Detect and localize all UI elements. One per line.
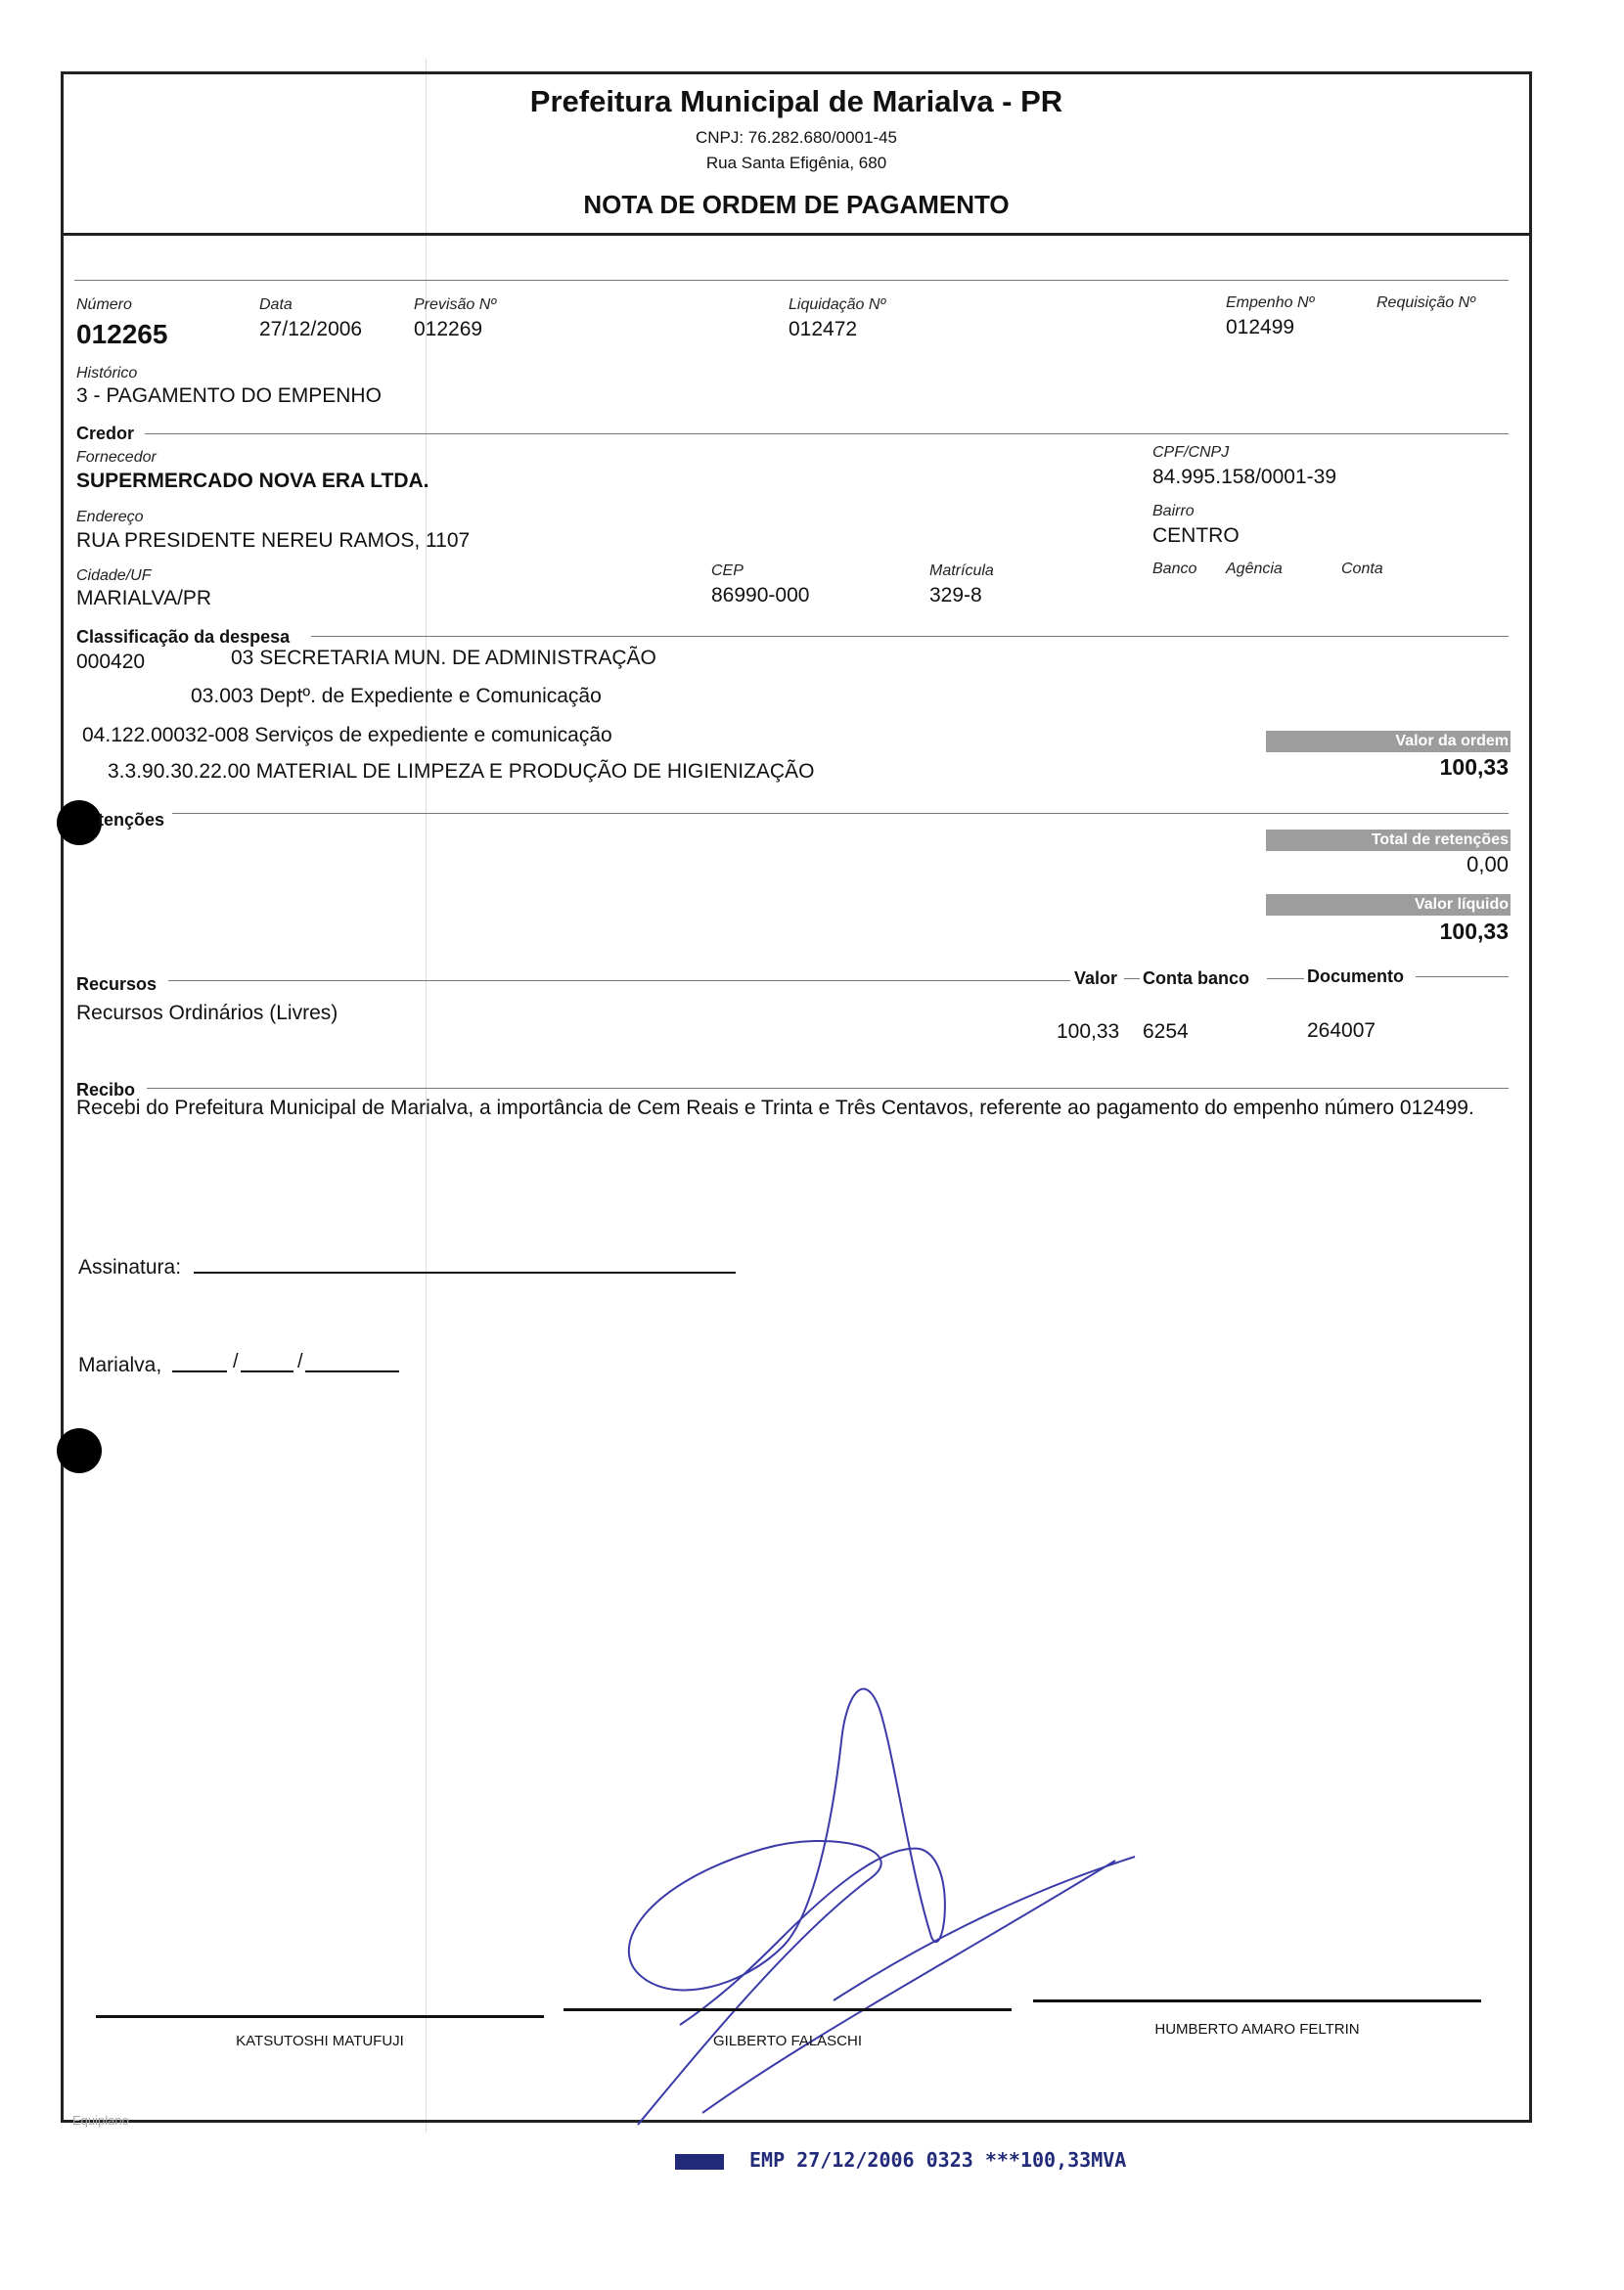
conta-label: Conta [1341, 561, 1383, 577]
page-title: Prefeitura Municipal de Marialva - PR [529, 84, 1063, 118]
stamp-logo [675, 2154, 724, 2170]
date-day-line [172, 1370, 227, 1372]
previsao-value: 012269 [414, 318, 483, 340]
divider [74, 280, 1509, 281]
assinatura-line[interactable] [194, 1272, 736, 1274]
date-field[interactable] [172, 1351, 403, 1390]
retencoes-section: tenções [98, 810, 165, 830]
divider [168, 980, 1070, 981]
divider [147, 1088, 1509, 1089]
valor-liquido-value: 100,33 [1439, 919, 1509, 944]
matricula-value: 329-8 [929, 584, 982, 606]
classificacao-line4: 3.3.90.30.22.00 MATERIAL DE LIMPEZA E PRODUÇÃO DE HIGIENIZAÇÃO [108, 760, 815, 783]
header-address: Rua Santa Efigênia, 680 [705, 154, 887, 172]
agencia-label: Agência [1226, 561, 1283, 577]
divider [145, 433, 1509, 434]
header-cnpj: CNPJ: 76.282.680/0001-45 [695, 128, 898, 147]
signatory-name: GILBERTO FALASCHI [713, 2033, 862, 2049]
date-sep: / [297, 1351, 303, 1372]
previsao-label: Previsão Nº [414, 296, 497, 313]
signature-line [1033, 1999, 1481, 2002]
empenho-value: 012499 [1226, 316, 1295, 338]
recursos-section: Recursos [76, 974, 158, 994]
recursos-documento-label: Documento [1307, 966, 1404, 986]
date-year-line [305, 1370, 399, 1372]
valor-liquido-label: Valor líquido [1266, 894, 1511, 916]
matricula-label: Matrícula [929, 562, 994, 579]
payment-stamp: EMP 27/12/2006 0323 ***100,33MVA [749, 2148, 1127, 2172]
cpf-label: CPF/CNPJ [1152, 444, 1230, 461]
classificacao-line1: 03 SECRETARIA MUN. DE ADMINISTRAÇÃO [231, 647, 656, 669]
historico-label: Histórico [76, 365, 138, 382]
fornecedor-label: Fornecedor [76, 449, 157, 466]
data-value: 27/12/2006 [259, 318, 363, 340]
data-label: Data [259, 296, 293, 313]
bairro-label: Bairro [1152, 503, 1195, 519]
classificacao-code: 000420 [76, 651, 146, 673]
total-retencoes-label: Total de retenções [1266, 830, 1511, 851]
endereco-value: RUA PRESIDENTE NEREU RAMOS, 1107 [76, 529, 471, 552]
recursos-conta-label: Conta banco [1143, 968, 1250, 988]
date-sep: / [233, 1351, 239, 1372]
divider [172, 813, 1509, 814]
empenho-label: Empenho Nº [1226, 294, 1315, 311]
recursos-documento: 264007 [1307, 1019, 1376, 1042]
numero-value: 012265 [76, 319, 168, 349]
assinatura-label: Assinatura: [78, 1256, 182, 1279]
liquidacao-value: 012472 [789, 318, 858, 340]
header-divider [61, 233, 1532, 236]
divider [1124, 978, 1140, 979]
cidade-value: MARIALVA/PR [76, 587, 212, 609]
liquidacao-label: Liquidação Nº [789, 296, 886, 313]
endereco-label: Endereço [76, 509, 144, 525]
local-label: Marialva, [78, 1354, 162, 1376]
classificacao-line2: 03.003 Deptº. de Expediente e Comunicação [191, 685, 602, 707]
recursos-valor-label: Valor [1074, 968, 1118, 988]
total-retencoes-value: 0,00 [1466, 852, 1509, 876]
recursos-fonte: Recursos Ordinários (Livres) [76, 1002, 338, 1024]
cep-value: 86990-000 [711, 584, 810, 606]
historico-value: 3 - PAGAMENTO DO EMPENHO [76, 384, 382, 407]
divider [1267, 978, 1304, 979]
cidade-label: Cidade/UF [76, 567, 152, 584]
valor-ordem-value: 100,33 [1439, 754, 1509, 780]
numero-label: Número [76, 296, 132, 313]
fornecedor-value: SUPERMERCADO NOVA ERA LTDA. [76, 470, 429, 492]
classificacao-section: Classificação da despesa [76, 627, 291, 647]
punch-hole [57, 1428, 102, 1473]
recursos-valor: 100,33 [1057, 1020, 1120, 1043]
valor-ordem-label: Valor da ordem [1266, 731, 1511, 752]
document-title: NOTA DE ORDEM DE PAGAMENTO [583, 190, 1010, 219]
signatory-name: KATSUTOSHI MATUFUJI [236, 2033, 404, 2049]
credor-section: Credor [76, 424, 135, 443]
handwritten-signature [587, 1673, 1154, 2142]
divider [311, 636, 1509, 637]
signature-line [96, 2015, 544, 2018]
cpf-value: 84.995.158/0001-39 [1152, 466, 1337, 488]
date-month-line [241, 1370, 293, 1372]
banco-label: Banco [1152, 561, 1197, 577]
cep-label: CEP [711, 562, 744, 579]
recursos-conta: 6254 [1143, 1020, 1189, 1043]
punch-hole [57, 800, 102, 845]
bairro-value: CENTRO [1152, 524, 1240, 547]
divider [1416, 976, 1509, 977]
recibo-text: Recebi do Prefeitura Municipal de Marialva, a importância de Cem Reais e Trinta e Três Centavos, referente ao pagamento do empenho número 012499. [76, 1097, 1474, 1119]
signatory-name: HUMBERTO AMARO FELTRIN [1154, 2021, 1360, 2038]
recibo-section: Recibo [76, 1080, 136, 1100]
requisicao-label: Requisição Nº [1376, 294, 1475, 311]
classificacao-line3: 04.122.00032-008 Serviços de expediente e comunicação [82, 724, 612, 746]
signature-line [564, 2008, 1012, 2011]
equiplano-mark: Equiplano [72, 2113, 129, 2128]
